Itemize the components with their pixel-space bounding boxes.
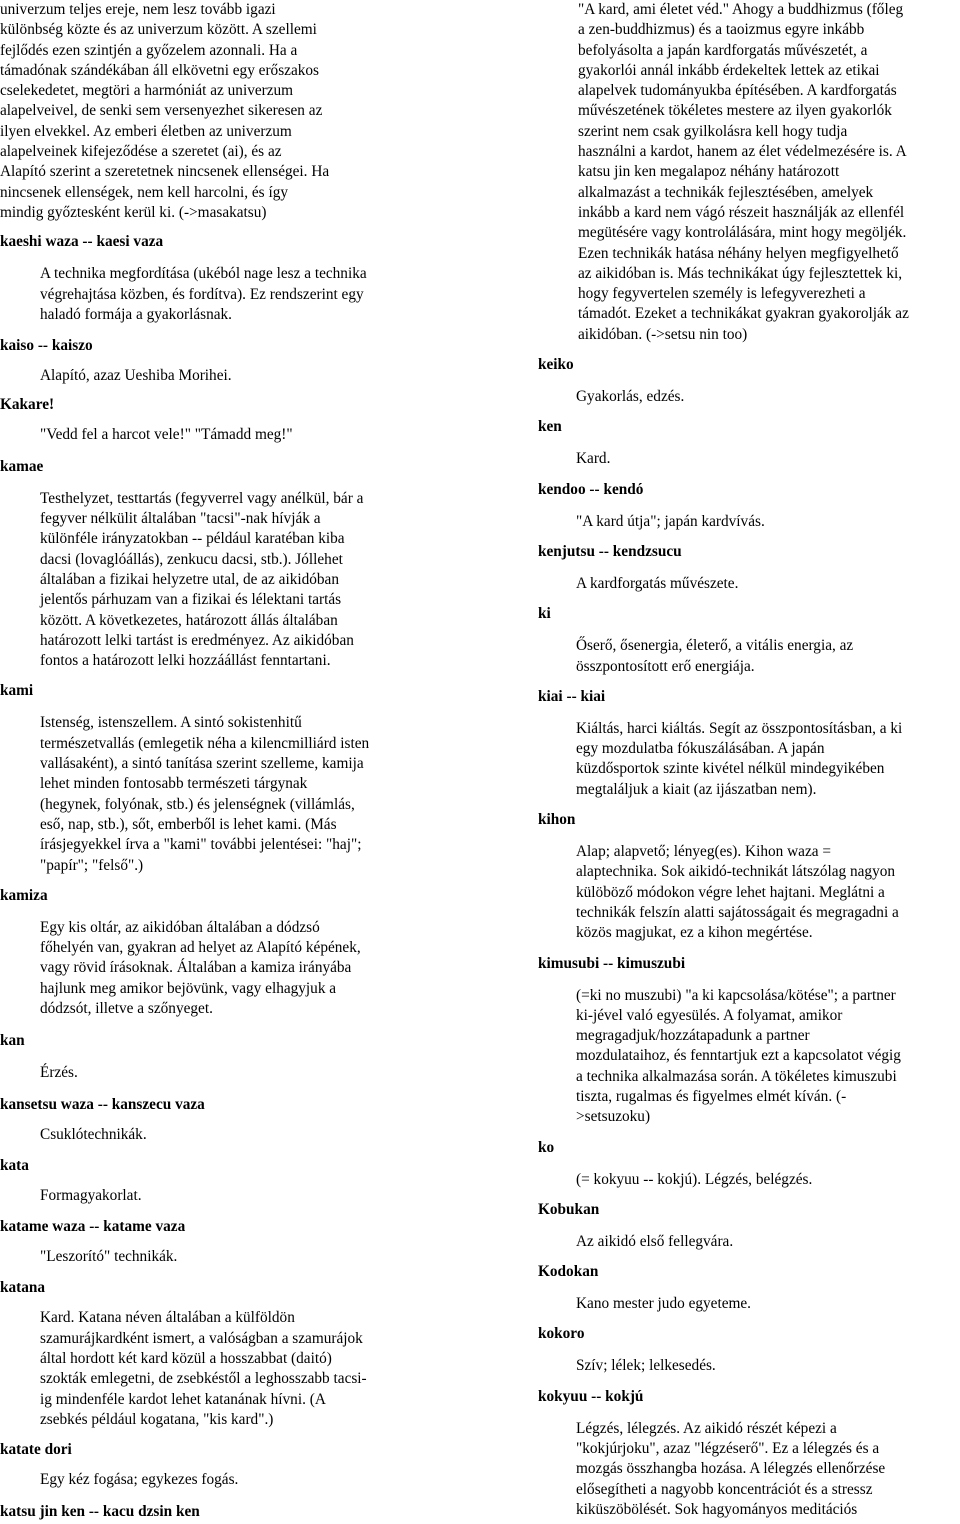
glossary-definition: Alap; alapvető; lényeg(es). Kihon waza = alaptechnika. Sok aikidó-technikát látszólag nagyon külöböző módokon végre lehet hajtani. Meglátni a technikák felszín alatti sajátosságait és megragadni a közös magjukat, ez a kihon megértése.	[576, 843, 899, 942]
glossary-term: Kodokan	[538, 1263, 599, 1281]
glossary-entry	[538, 954, 960, 1128]
glossary-definition: A kardforgatás művészete.	[576, 574, 739, 592]
glossary-entry	[538, 542, 960, 594]
glossary-entry	[538, 687, 960, 800]
glossary-term: ken	[538, 418, 562, 436]
glossary-term: kokyuu -- kokjú	[538, 1387, 644, 1405]
glossary-definition: Kiáltás, harci kiáltás. Segít az összpontosításban, a ki egy mozdulatba fókuszálásában. A japán küzdősportok szinte kivétel nélkül mindegyikében megtaláljuk a kiait (az ijászatban nem).	[576, 719, 903, 798]
glossary-definition: Istenség, istenszellem. A sintó sokistenhitű természetvallás (emlegetik néha a kilencmilliárd isten vallásaként), a sintó tanítása szerint szelleme, kamija lehet minden fontosabb természeti tárgynak (hegynek, folyónak, stb.) és jelenségnek (villámlás, eső, nap, stb.), sőt, emberből is lehet kami. (Más írásjegyekkel írva a "kami" további jelentései: "haj"; "papír"; "felső".)	[40, 714, 370, 874]
glossary-entry	[0, 1156, 460, 1206]
glossary-term: kenjutsu -- kendzsucu	[538, 542, 682, 560]
glossary-definition: (= kokyuu -- kokjú). Légzés, belégzés.	[576, 1170, 813, 1188]
glossary-definition: Őserő, ősenergia, életerő, a vitális energia, az összpontosított erő energiája.	[576, 637, 854, 675]
glossary-term: Kakare!	[0, 396, 55, 414]
glossary-entry	[0, 1278, 460, 1430]
glossary-definition: Alapító, azaz Ueshiba Morihei.	[40, 367, 232, 385]
glossary-definition: (=ki no muszubi) "a ki kapcsolása/kötése"; a partner ki-jével való egyesülés. A folyamat, amikor megragadjuk/hozzátapadunk a partner mozdulataihoz, és fenntartjuk ezt a kapcsolatot végig a technika alkalmazása során. A tökéletes kimuszubi tiszta, rugalmas és figyelmes elmét kíván. (- >setsuzoku)	[576, 986, 901, 1126]
glossary-entry	[0, 681, 460, 875]
glossary-entry	[0, 1440, 460, 1490]
glossary-term: katate dori	[0, 1441, 72, 1459]
glossary-term: kihon	[538, 811, 576, 829]
glossary-term: kata	[0, 1156, 29, 1174]
glossary-term: kansetsu waza -- kanszecu vaza	[0, 1095, 205, 1113]
glossary-entry	[0, 1031, 460, 1083]
glossary-entry	[0, 1502, 460, 1522]
glossary-term: Kobukan	[538, 1200, 600, 1218]
glossary-entry	[538, 1324, 960, 1376]
glossary-term: kendoo -- kendó	[538, 480, 644, 498]
glossary-definition: "A kard útja"; japán kardvívás.	[576, 512, 765, 530]
glossary-entry	[0, 336, 460, 386]
glossary-term: kiai -- kiai	[538, 687, 606, 705]
glossary-definition: Testhelyzet, testtartás (fegyverrel vagy anélkül, bár a fegyver nélkülit általában "tacsi"-nak hívják a különféle irányzatokban -- például karatéban kiba dacsi (lovaglóállás), zenkucu dacsi, stb.). Jóllehet általában a fizikai helyzetre utal, de az aikidóban jelentős párhuzam van a fizikai és lélektani tartás között. A következetes, határozott állás általában határozott lelki tartást is eredményez. Az aikidóban fontos a határozott lelki hozzáállást fenntartani.	[40, 489, 364, 670]
glossary-definition: "Leszorító" technikák.	[40, 1248, 178, 1266]
glossary-entry	[538, 1262, 960, 1314]
glossary-entry	[0, 886, 460, 1019]
glossary-definition: Kard.	[576, 450, 611, 468]
glossary-definition: A technika megfordítása (ukéból nage lesz a technika végrehajtása közben, és fordítva). Ez rendszerint egy haladó formája a gyakorlásnak.	[40, 265, 367, 323]
glossary-entry	[538, 1387, 960, 1520]
glossary-entry	[538, 1200, 960, 1252]
glossary-term: keiko	[538, 356, 574, 374]
glossary-term: kaeshi waza -- kaesi vaza	[0, 233, 164, 251]
glossary-entry	[538, 355, 960, 407]
glossary-definition: Egy kis oltár, az aikidóban általában a dódzsó főhelyén van, gyakran ad helyet az Alapító képének, vagy rövid írásoknak. Általában a kamiza irányába hajlunk meg amikor bejövünk, vagy elhagyjuk a dódzsót, illetve a szőnyeget.	[40, 918, 361, 1017]
glossary-term: kamiza	[0, 886, 48, 904]
glossary-definition: Gyakorlás, edzés.	[576, 388, 685, 406]
glossary-entries-left	[0, 232, 460, 1521]
glossary-definition: Kard. Katana néven általában a külföldön szamurájkardként ismert, a valóságban a szamurájok által hordott két kard közül a hosszabbat (daitó) szokták emlegetni, de zsebkéstől a leghosszabb tacsi- ig mindenféle kardot lehet katanának hívni. (A zsebkés például kogatana, "kis kard".)	[40, 1309, 367, 1428]
glossary-term: katana	[0, 1279, 46, 1297]
glossary-term: kami	[0, 682, 34, 700]
glossary-entries-right	[538, 355, 960, 1520]
glossary-entry	[0, 1095, 460, 1145]
glossary-entry	[538, 810, 960, 943]
glossary-term: katame waza -- katame vaza	[0, 1218, 186, 1236]
glossary-definition: Csuklótechnikák.	[40, 1125, 147, 1143]
continued-definition-text: "A kard, ami életet véd." Ahogy a buddhizmus (főleg a zen-buddhizmus) és a taoizmus egyre inkább befolyásolta a japán kardforgatás művészetét, a gyakorlói annál inkább érdekeltek lettek az etikai alapelvek tudományukba építésében. A kardforgatás művészetének tökéletes mestere az ilyen gyakorlók szerint nem csak gyilkolásra kell hogy tudja használni a kardot, hanem az élet védelmezésére is. A katsu jin ken megalapoz néhány határozott alkalmazást a technikák fejlesztésében, amelyek inkább a kard nem vágó részeit használják az ellenfél megütésére vagy kontrolálására, mint hogy megöljék. Ezen technikák hatása néhány helyen megfigyelhető az aikidóban is. Más technikákat úgy fejlesztettek ki, hogy fegyvertelen személy is lefegyverezheti a támadót. Ezeket a technikákat gyakran gyakorolják az aikidóban. (->setsu nin too)	[578, 1, 909, 343]
glossary-definition: Az aikidó első fellegvára.	[576, 1232, 734, 1250]
glossary-definition: Érzés.	[40, 1064, 78, 1082]
glossary-definition: Szív; lélek; lelkesedés.	[576, 1357, 716, 1375]
glossary-entry	[0, 232, 460, 325]
glossary-definition: Kano mester judo egyeteme.	[576, 1295, 752, 1313]
glossary-entry	[0, 457, 460, 672]
glossary-definition: "Vedd fel a harcot vele!" "Támadd meg!"	[40, 426, 293, 444]
glossary-definition: Formagyakorlat.	[40, 1186, 142, 1204]
glossary-term: katsu jin ken -- kacu dzsin ken	[0, 1502, 200, 1520]
glossary-definition: Egy kéz fogása; egykezes fogás.	[40, 1471, 239, 1489]
glossary-entry	[538, 604, 960, 677]
glossary-entry	[0, 395, 460, 445]
glossary-term: kan	[0, 1032, 25, 1050]
glossary-entry	[538, 480, 960, 532]
glossary-term: kamae	[0, 457, 44, 475]
glossary-term: kaiso -- kaiszo	[0, 337, 93, 355]
glossary-entry	[538, 1138, 960, 1190]
glossary-term: kokoro	[538, 1325, 585, 1343]
glossary-term: ki	[538, 605, 551, 623]
glossary-definition: Légzés, lélegzés. Az aikidó részét képezi a "kokjúrjoku", azaz "légzéserő". Ez a lélegzés és a mozgás összhangba hozása. A lélegzés ellenőrzése elősegítheti a nagyobb koncentrációt és a stressz kiküszöbölését. Sok hagyományos meditációs	[576, 1419, 886, 1518]
glossary-term: kimusubi -- kimuszubi	[538, 954, 686, 972]
left-column	[0, 0, 460, 1522]
glossary-entry	[538, 417, 960, 469]
glossary-term: ko	[538, 1138, 555, 1156]
continued-definition-text: univerzum teljes ereje, nem lesz tovább igazi különbség közte és az univerzum között. A szellemi fejlődés ezen szintjén a győzelem azonnali. Ha a támadónak szándékában áll elkövetni egy erőszakos cselekedetet, megtöri a harmóniát az univerzum alapelveivel, de senki sem versenyezhet sikeresen az ilyen elvekkel. Az emberi életben az univerzum alapelveinek kifejeződése a szeretet (ai), és az Alapító szerint a szeretetnek nincsenek ellenségei. Ha nincsenek ellenségek, nem kell harcolni, és így mindig győztesként kerül ki. (->masakatsu)	[0, 1, 330, 221]
glossary-entry	[0, 1217, 460, 1267]
right-column	[538, 0, 960, 1520]
